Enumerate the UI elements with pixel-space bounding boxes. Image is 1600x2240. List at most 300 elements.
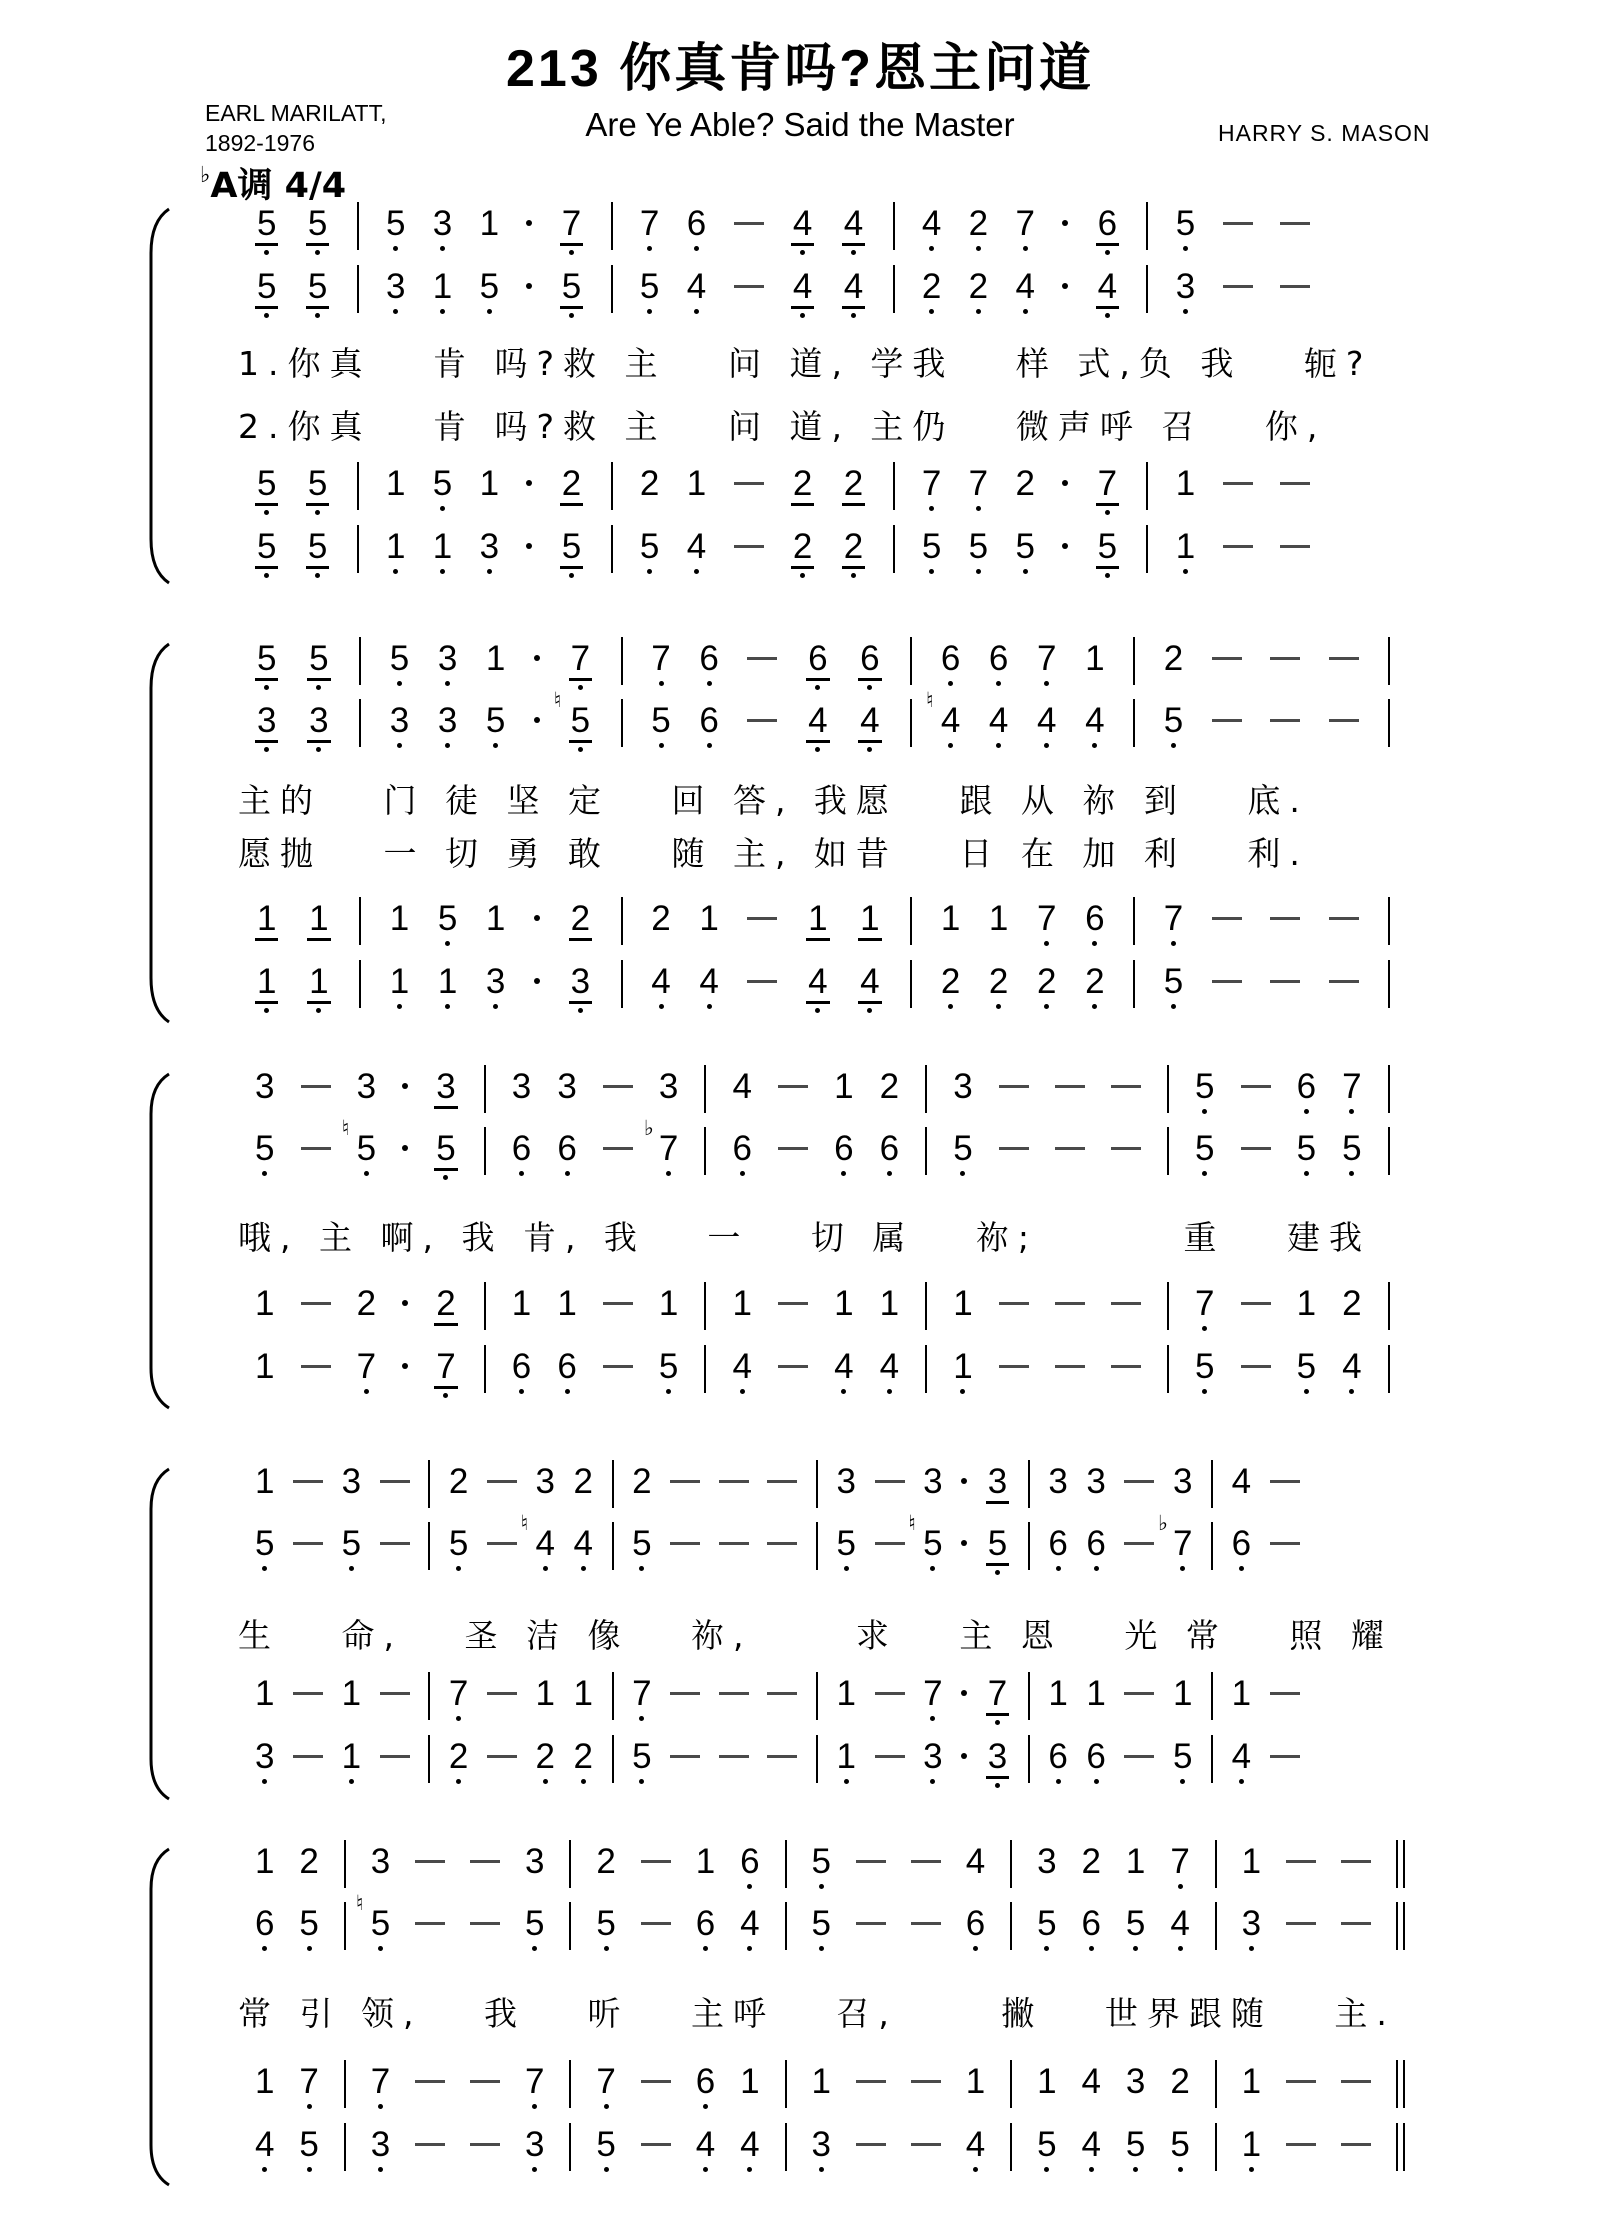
- low-octave-dot: [262, 1389, 267, 1394]
- low-octave-dot: [647, 569, 652, 574]
- note-number: 5: [811, 1842, 831, 1881]
- low-octave-dot: [1249, 1884, 1254, 1889]
- note-token: [880, 1348, 899, 1394]
- low-octave-dot: [393, 506, 398, 511]
- low-octave-dot: [443, 1393, 448, 1398]
- low-octave-dot: [819, 1946, 824, 1951]
- duration-dot: [961, 1690, 967, 1696]
- low-octave-dot: [1180, 1716, 1185, 1721]
- low-octave-dot: [1092, 1004, 1097, 1009]
- note-token: [699, 640, 718, 686]
- duration-dot: [526, 543, 532, 549]
- barline: [344, 2123, 346, 2171]
- note-token: [651, 900, 670, 946]
- low-octave-dot: [262, 1779, 267, 1784]
- barline: [1211, 1522, 1213, 1570]
- note-number: 1: [1241, 2125, 1262, 2164]
- note-token: [659, 1285, 678, 1331]
- duration-dash: [1212, 980, 1242, 983]
- duration-dot: [534, 655, 540, 661]
- low-octave-dot: [397, 681, 402, 686]
- low-octave-dot: [1171, 941, 1176, 946]
- music-line-bass: [255, 2126, 1405, 2184]
- low-octave-dot: [487, 506, 492, 511]
- note-number: 4: [651, 962, 671, 1001]
- low-octave-dot: [976, 569, 981, 574]
- note-number: 3: [923, 1462, 943, 1501]
- low-octave-dot: [639, 1504, 644, 1509]
- barline: [484, 1127, 486, 1175]
- music-line-tenor: [255, 1285, 1390, 1343]
- barline: [704, 1065, 706, 1113]
- low-octave-dot: [666, 1389, 671, 1394]
- note-token: [255, 900, 278, 950]
- note-token: [390, 702, 409, 748]
- note-number: 3: [811, 2125, 831, 2164]
- note-number: 4: [699, 962, 719, 1001]
- duration-dash: [747, 719, 777, 722]
- note-number: 1: [740, 2062, 760, 2101]
- note-number: 7: [434, 1348, 457, 1389]
- duration-dash: [487, 1480, 517, 1483]
- duration-dash: [1223, 285, 1253, 288]
- note-number: 2: [573, 1737, 593, 1776]
- note-token: [535, 1463, 554, 1509]
- note-token: [791, 268, 814, 318]
- note-number: 4: [791, 268, 814, 309]
- barline-stroke: [1403, 2060, 1405, 2108]
- note-token: [1085, 702, 1104, 748]
- barline: [1028, 1735, 1030, 1783]
- duration-dash: [1223, 545, 1253, 548]
- note-token: [989, 702, 1008, 748]
- note-token: [525, 1843, 544, 1889]
- note-token: [596, 2126, 615, 2172]
- note-number: 7: [448, 1674, 469, 1713]
- note-token: [687, 528, 706, 574]
- note-number: 2: [356, 1284, 377, 1323]
- note-number: 5: [836, 1524, 856, 1563]
- note-token: [1037, 1905, 1056, 1951]
- duration-dot: [961, 1540, 967, 1546]
- low-octave-dot: [393, 569, 398, 574]
- duration-dot: [534, 978, 540, 984]
- note-number: 1: [485, 899, 506, 938]
- note-token: [651, 640, 670, 686]
- note-token: [1037, 900, 1056, 946]
- note-number: 1: [432, 527, 453, 566]
- barline: [611, 265, 613, 313]
- duration-dash: [1329, 917, 1359, 920]
- low-octave-dot: [543, 1504, 548, 1509]
- note-number: 5: [1125, 1904, 1146, 1943]
- low-octave-dot: [565, 1109, 570, 1114]
- note-number: 3: [255, 702, 278, 743]
- duration-dot: [526, 220, 532, 226]
- natural-icon: ♮: [925, 688, 934, 712]
- note-token: [438, 702, 457, 748]
- note-token: [632, 1525, 651, 1571]
- note-token: [640, 528, 659, 574]
- note-number: 4: [834, 1347, 854, 1386]
- low-octave-dot: [1056, 1504, 1061, 1509]
- note-number: 1: [385, 464, 406, 503]
- note-token: [512, 1068, 531, 1114]
- low-octave-dot: [639, 1716, 644, 1721]
- low-octave-dot: [1178, 2104, 1183, 2109]
- low-octave-dot: [996, 1004, 1001, 1009]
- low-octave-dot: [581, 1716, 586, 1721]
- note-token: [1048, 1463, 1067, 1509]
- low-octave-dot: [1023, 506, 1028, 511]
- low-octave-dot: [578, 945, 583, 950]
- note-number: 5: [370, 1904, 391, 1943]
- barline: [893, 525, 895, 573]
- low-octave-dot: [703, 2167, 708, 2172]
- note-number: 1: [1085, 639, 1105, 678]
- note-number: 1: [255, 1347, 275, 1386]
- note-token: [512, 1348, 531, 1394]
- note-token: [966, 2063, 985, 2109]
- duration-dash: [999, 1085, 1029, 1088]
- note-number: 7: [921, 464, 942, 503]
- note-token: [733, 1130, 752, 1176]
- low-octave-dot: [703, 1884, 708, 1889]
- barline: [344, 1902, 346, 1950]
- low-octave-dot: [929, 309, 934, 314]
- duration-dash: [778, 1365, 808, 1368]
- note-token: [953, 1068, 972, 1114]
- note-number: 5: [596, 1904, 616, 1943]
- low-octave-dot: [349, 1779, 354, 1784]
- duration-dash: [380, 1480, 410, 1483]
- note-number: 4: [732, 1067, 752, 1106]
- note-token: [255, 1348, 274, 1394]
- note-number: 6: [1086, 1737, 1106, 1776]
- duration-dash: [603, 1147, 633, 1150]
- note-number: 5: [968, 527, 989, 566]
- note-token: [341, 1116, 377, 1176]
- page-subtitle: Are Ye Able? Said the Master: [585, 106, 1015, 143]
- low-octave-dot: [647, 309, 652, 314]
- music-line-alto: [255, 688, 1390, 760]
- low-octave-dot: [456, 1566, 461, 1571]
- low-octave-dot: [948, 1004, 953, 1009]
- note-token: [687, 268, 706, 314]
- note-number: 1: [535, 1674, 555, 1713]
- note-token: [386, 268, 405, 314]
- note-number: 5: [658, 1347, 679, 1386]
- duration-dash: [1286, 2080, 1316, 2083]
- note-token: [1242, 2063, 1261, 2109]
- duration-dash: [719, 1692, 749, 1695]
- music-line-bass: [255, 1348, 1390, 1406]
- final-barline: [1396, 2060, 1405, 2108]
- low-octave-dot: [976, 246, 981, 251]
- duration-dash: [1270, 980, 1300, 983]
- lyric-line-verse1: 主的 门 徒 坚 定 回 答, 我愿 跟 从 祢 到 底.: [238, 781, 1309, 820]
- note-number: 2: [1163, 639, 1184, 678]
- note-number: 5: [1175, 204, 1196, 243]
- duration-dash: [1111, 1085, 1141, 1088]
- low-octave-dot: [996, 743, 1001, 748]
- low-octave-dot: [543, 1716, 548, 1721]
- low-octave-dot: [930, 1779, 935, 1784]
- low-octave-dot: [1092, 743, 1097, 748]
- note-number: 5: [306, 528, 329, 569]
- low-octave-dot: [264, 1008, 269, 1013]
- low-octave-dot: [666, 1326, 671, 1331]
- low-octave-dot: [264, 510, 269, 515]
- note-token: [1176, 528, 1195, 574]
- note-token: [740, 2063, 759, 2109]
- barline: [428, 1735, 430, 1783]
- note-number: 2: [632, 1462, 652, 1501]
- note-token: [1195, 1348, 1214, 1394]
- note-token: [438, 640, 457, 686]
- duration-dash: [293, 1542, 323, 1545]
- low-octave-dot: [397, 1004, 402, 1009]
- barline: [1010, 2123, 1012, 2171]
- natural-icon: ♮: [355, 1891, 364, 1915]
- note-token: [806, 702, 829, 752]
- note-number: 2: [573, 1462, 593, 1501]
- note-number: 5: [1195, 1129, 1215, 1168]
- duration-dash: [1124, 1755, 1154, 1758]
- note-token: [342, 1675, 361, 1721]
- duration-dot: [1062, 480, 1068, 486]
- note-token: [1170, 1843, 1189, 1889]
- lyric-line: 生 命, 圣 洁 像 祢, 求 主 恩 光 常 照 耀: [238, 1616, 1393, 1655]
- note-token: [449, 1463, 468, 1509]
- low-octave-dot: [815, 747, 820, 752]
- natural-icon: ♮: [908, 1511, 916, 1535]
- system-brace-icon: [143, 207, 173, 585]
- low-octave-dot: [960, 1171, 965, 1176]
- low-octave-dot: [707, 743, 712, 748]
- low-octave-dot: [1044, 2167, 1049, 2172]
- note-number: 5: [560, 268, 583, 309]
- duration-dash: [1280, 222, 1310, 225]
- low-octave-dot: [1044, 1946, 1049, 1951]
- barline: [428, 1672, 430, 1720]
- note-number: 5: [923, 1524, 943, 1563]
- duration-dash: [1055, 1147, 1085, 1150]
- barline: [611, 202, 613, 250]
- duration-dash: [301, 1147, 331, 1150]
- low-octave-dot: [815, 685, 820, 690]
- note-number: 5: [1037, 1904, 1057, 1943]
- duration-dash: [1124, 1692, 1154, 1695]
- barline: [1146, 525, 1148, 573]
- barline: [1388, 699, 1390, 747]
- note-number: 6: [1048, 1737, 1068, 1776]
- note-token: [1096, 465, 1119, 515]
- note-number: 1: [341, 1674, 362, 1713]
- low-octave-dot: [581, 1566, 586, 1571]
- note-number: 1: [953, 1347, 973, 1386]
- low-octave-dot: [1239, 1716, 1244, 1721]
- low-octave-dot: [1133, 1946, 1138, 1951]
- barline-stroke: [1396, 2123, 1398, 2171]
- duration-dash: [1212, 719, 1242, 722]
- note-token: [255, 702, 278, 752]
- note-number: 1: [1037, 2062, 1057, 2101]
- note-number: 1: [432, 267, 453, 306]
- note-number: 2: [596, 1842, 616, 1881]
- barline: [1146, 462, 1148, 510]
- note-number: 5: [255, 465, 278, 506]
- note-token: [574, 1525, 593, 1571]
- music-line-tenor: [255, 2063, 1405, 2121]
- low-octave-dot: [800, 510, 805, 515]
- note-token: [659, 1068, 678, 1114]
- note-token: [969, 205, 988, 251]
- note-number: 4: [806, 702, 829, 743]
- duration-dash: [747, 917, 777, 920]
- duration-dash: [856, 2143, 886, 2146]
- barline: [785, 2123, 787, 2171]
- note-token: [557, 1285, 576, 1331]
- duration-dot: [1062, 283, 1068, 289]
- low-octave-dot: [1044, 681, 1049, 686]
- low-octave-dot: [307, 2167, 312, 2172]
- low-octave-dot: [1180, 1566, 1185, 1571]
- low-octave-dot: [1202, 1326, 1207, 1331]
- barline: [1146, 202, 1148, 250]
- low-octave-dot: [973, 2167, 978, 2172]
- note-number: 2: [1081, 1842, 1101, 1881]
- note-number: 1: [732, 1284, 752, 1323]
- duration-dash: [470, 2143, 500, 2146]
- note-number: 7: [596, 2062, 616, 2101]
- note-token: [433, 205, 452, 251]
- note-token: [569, 900, 592, 950]
- note-token: [1158, 1511, 1193, 1571]
- low-octave-dot: [1249, 1946, 1254, 1951]
- duration-dot: [1062, 220, 1068, 226]
- note-number: 2: [842, 465, 865, 506]
- low-octave-dot: [867, 945, 872, 950]
- note-token: [836, 1463, 855, 1509]
- note-token: [1037, 963, 1056, 1009]
- note-token: [255, 1130, 274, 1176]
- note-token: [740, 1905, 759, 1951]
- note-token: [858, 702, 881, 752]
- note-number: 7: [632, 1674, 652, 1713]
- duration-dash: [999, 1147, 1029, 1150]
- note-token: [1048, 1738, 1067, 1784]
- key-signature: [200, 158, 346, 208]
- note-number: 7: [1342, 1067, 1362, 1106]
- note-number: 4: [921, 204, 942, 243]
- note-token: [632, 1675, 651, 1721]
- low-octave-dot: [1202, 1389, 1207, 1394]
- note-token: [733, 1285, 752, 1331]
- note-token: [1297, 1130, 1316, 1176]
- note-number: 4: [1096, 268, 1119, 309]
- low-octave-dot: [1105, 510, 1110, 515]
- duration-dash: [856, 1922, 886, 1925]
- note-number: 4: [791, 205, 814, 246]
- note-number: 1: [255, 1284, 275, 1323]
- low-octave-dot: [493, 681, 498, 686]
- barline: [1167, 1282, 1169, 1330]
- low-octave-dot: [1044, 2104, 1049, 2109]
- barline-stroke: [1403, 1840, 1405, 1888]
- note-number: 5: [255, 205, 278, 246]
- key-and-meter: A调 4/4: [210, 166, 347, 206]
- low-octave-dot: [1133, 2104, 1138, 2109]
- low-octave-dot: [800, 250, 805, 255]
- note-number: 5: [255, 528, 278, 569]
- note-number: 6: [1085, 899, 1105, 938]
- note-token: [811, 2126, 830, 2172]
- low-octave-dot: [1183, 569, 1188, 574]
- barline: [569, 1840, 571, 1888]
- note-token: [1096, 528, 1119, 578]
- note-number: 5: [639, 527, 660, 566]
- duration-dash: [670, 1692, 700, 1695]
- note-number: 3: [1086, 1462, 1106, 1501]
- note-number: 5: [1015, 527, 1035, 566]
- barline-stroke: [1396, 1902, 1398, 1950]
- low-octave-dot: [1171, 681, 1176, 686]
- note-token: [1195, 1285, 1214, 1331]
- note-token: [525, 2063, 544, 2109]
- note-token: [433, 268, 452, 314]
- note-number: 7: [1195, 1284, 1215, 1323]
- low-octave-dot: [703, 1946, 708, 1951]
- barline: [925, 1345, 927, 1393]
- low-octave-dot: [1105, 250, 1110, 255]
- note-number: 4: [1015, 267, 1035, 306]
- duration-dash: [767, 1480, 797, 1483]
- note-token: [1048, 1675, 1067, 1721]
- duration-dash: [1280, 545, 1310, 548]
- duration-dash: [911, 2143, 941, 2146]
- low-octave-dot: [703, 2104, 708, 2109]
- note-number: 4: [695, 2125, 716, 2164]
- note-token: [880, 1285, 899, 1331]
- note-number: 2: [921, 267, 942, 306]
- note-number: 2: [1342, 1284, 1362, 1323]
- low-octave-dot: [844, 1779, 849, 1784]
- barline: [484, 1065, 486, 1113]
- duration-dash: [1111, 1147, 1141, 1150]
- duration-dash: [415, 2143, 445, 2146]
- flat-icon: ♭: [643, 1116, 654, 1140]
- low-octave-dot: [976, 309, 981, 314]
- note-number: 1: [437, 962, 458, 1001]
- note-number: 1: [699, 899, 719, 938]
- low-octave-dot: [565, 1171, 570, 1176]
- note-number: 6: [1086, 1524, 1106, 1563]
- note-token: [255, 2126, 274, 2172]
- note-token: [1086, 1525, 1105, 1571]
- barline: [704, 1127, 706, 1175]
- low-octave-dot: [1180, 1779, 1185, 1784]
- duration-dash: [1329, 657, 1359, 660]
- note-number: 6: [695, 2062, 716, 2101]
- duration-dash: [1241, 1147, 1271, 1150]
- system-brace-icon: [143, 642, 173, 1024]
- low-octave-dot: [440, 506, 445, 511]
- low-octave-dot: [1094, 1779, 1099, 1784]
- note-token: [740, 2126, 759, 2172]
- note-number: 1: [255, 1842, 275, 1881]
- low-octave-dot: [844, 1566, 849, 1571]
